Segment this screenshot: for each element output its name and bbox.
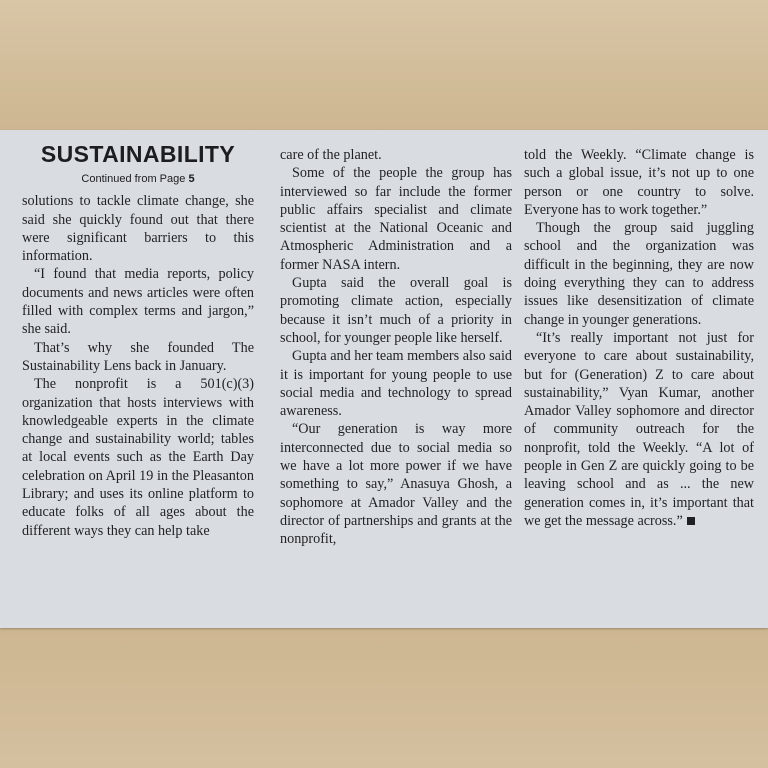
article-column-3 (524, 146, 754, 530)
paragraph: “Our generation is way more interconnected due to social media so we have a lot more power if we have something to say,” Anasuya Ghosh, a sophomore at Amador Valley and the director of partnerships and grants at the nonprofit, (280, 421, 512, 548)
paragraph: Some of the people the group has interviewed so far include the former public affairs specialist and climate scientist at the National Oceanic and Atmospheric Administration and a former NASA intern. (280, 165, 512, 273)
paragraph: Gupta and her team members also said it is important for young people to use social media and technology to spread awareness. (280, 348, 512, 420)
end-of-story-square-icon (687, 517, 695, 525)
background-paper-top (0, 0, 768, 130)
continued-from-line (22, 170, 254, 188)
paragraph: Though the group said juggling school and the organization was difficult in the beginning, they are now doing everything they can to address issues like desensitization of climate change in younger generations. (524, 220, 754, 328)
paragraph-text: “It’s really important not just for everyone to care about sustainability, but for (Generation) Z to care about sustainability,” Vyan Kumar, another Amador Valley sophomore and director of community outreach for the nonprofit, told the Weekly. “A lot of people in Gen Z are quickly going to be leaving school and as ... the new generation comes in, it’s important that we get the message across.” (524, 329, 754, 529)
background-paper-bottom (0, 628, 768, 768)
paragraph: The nonprofit is a 501(c)(3) organization that hosts interviews with knowledgeable experts in the climate change and sustainability world; tables at local events such as the Earth Day celebration on April 19 in the Pleasanton Library; and uses its online platform to educate folks of all ages about the different ways they can help take (22, 376, 254, 539)
continued-page-number: 5 (188, 173, 195, 185)
paragraph: solutions to tackle climate change, she said she quickly found out that there were significant barriers to this information. (22, 193, 254, 265)
paragraph: “I found that media reports, policy documents and news articles were often filled with complex terms and jargon,” she said. (22, 266, 254, 338)
paragraph: care of the planet. (280, 147, 382, 163)
newspaper-clipping (0, 130, 768, 628)
article-column-2 (280, 146, 512, 549)
paragraph: Gupta said the overall goal is promoting climate action, especially because it isn’t much of a priority in school, for younger people like herself. (280, 275, 512, 346)
paragraph (524, 329, 754, 530)
section-headline: SUSTAINABILITY (40, 141, 236, 167)
paragraph: told the Weekly. “Climate change is such a global issue, it’s not up to one person or one country to solve. Everyone has to work together.” (524, 147, 754, 218)
continued-prefix: Continued from Page (81, 173, 189, 185)
paragraph: That’s why she founded The Sustainability Lens back in January. (22, 339, 254, 374)
article-column-1 (22, 140, 254, 540)
